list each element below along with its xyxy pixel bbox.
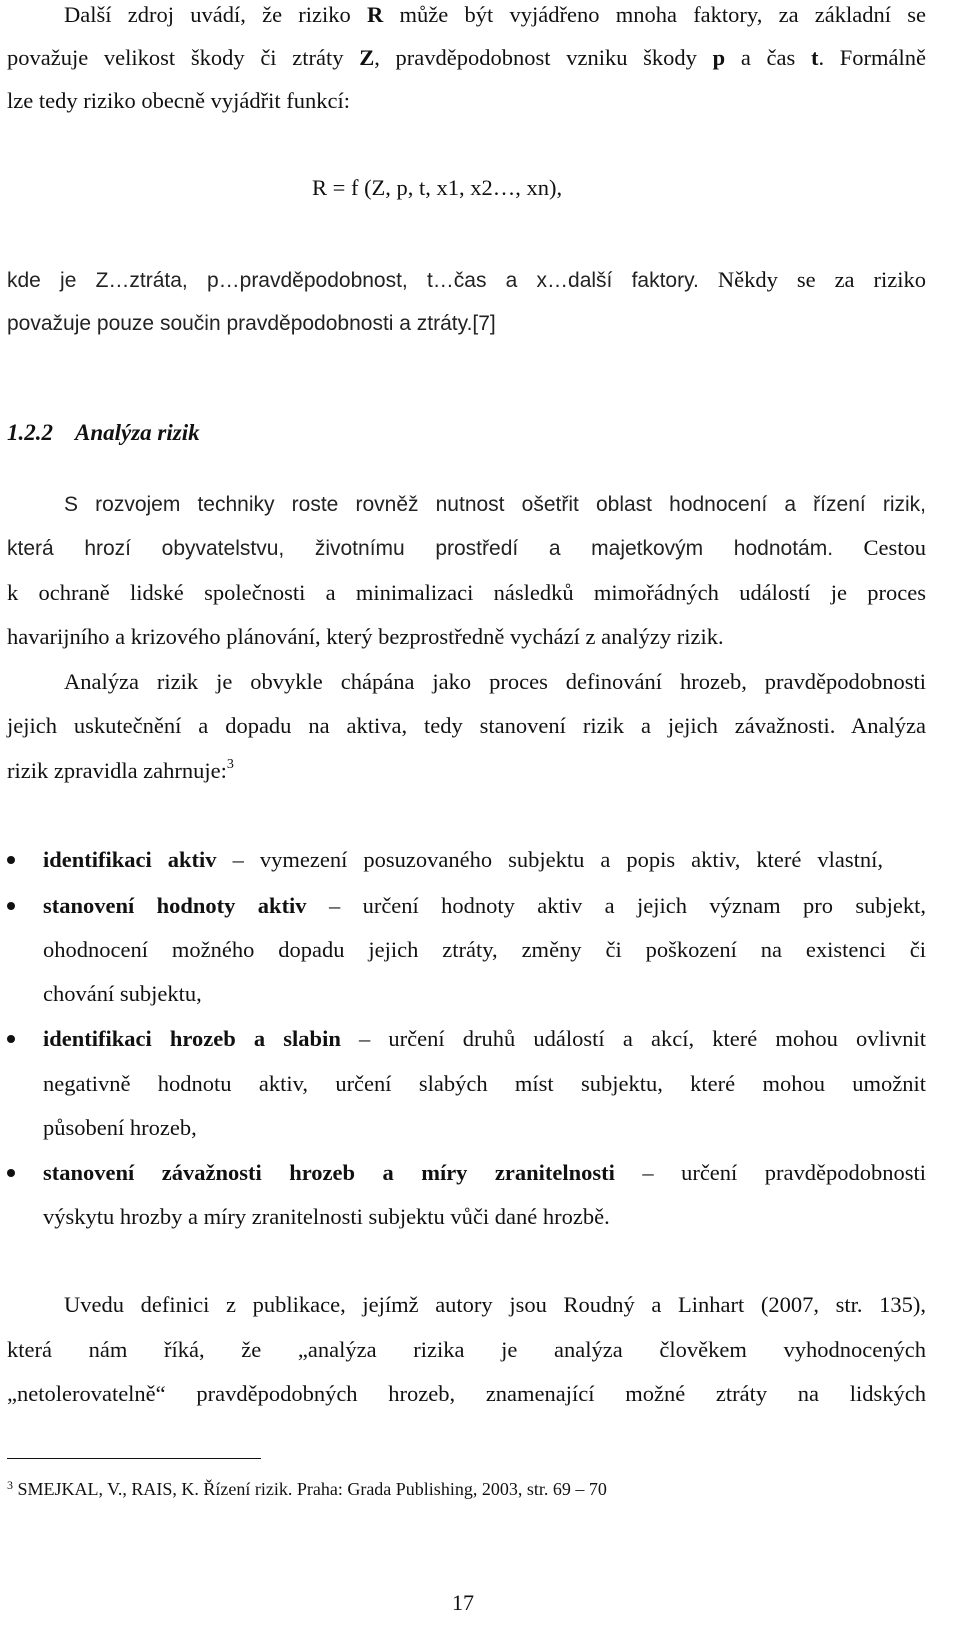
bullet-icon bbox=[7, 902, 15, 910]
bullet-4-line-1: stanovení závažnosti hrozeb a míry zranitelnosti – určení pravděpodobnosti bbox=[43, 1160, 926, 1185]
footnote-text: SMEJKAL, V., RAIS, K. Řízení rizik. Praha: Grada Publishing, 2003, str. 69 – 70 bbox=[13, 1479, 607, 1499]
bullet-icon bbox=[7, 856, 15, 864]
intro-line-3: lze tedy riziko obecně vyjádřit funkcí: bbox=[7, 88, 350, 113]
intro-line-1: Další zdroj uvádí, že riziko R může být vyjádřeno mnoha faktory, za základní se bbox=[64, 2, 926, 27]
section-heading bbox=[7, 418, 200, 448]
para1-line-2: která hrozí obyvatelstvu, životnímu prostředí a majetkovým hodnotám. Cestou bbox=[7, 535, 926, 560]
intro-line-2: považuje velikost škody či ztráty Z, pravděpodobnost vzniku škody p a čas t. Formálně bbox=[7, 45, 927, 70]
bullet-2-line-3: chování subjektu, bbox=[43, 981, 202, 1006]
footnote bbox=[7, 1476, 607, 1502]
page-number: 17 bbox=[452, 1590, 474, 1615]
bullet-icon bbox=[7, 1169, 15, 1177]
bullet-3-line-3: působení hrozeb, bbox=[43, 1115, 197, 1140]
bullet-2-line-2: ohodnocení možného dopadu jejich ztráty, změny či poškození na existenci či bbox=[43, 937, 926, 962]
para3-line-3: „netolerovatelně“ pravděpodobných hrozeb, znamenající možné ztráty na lidských bbox=[7, 1381, 926, 1406]
bullet-3-line-2: negativně hodnotu aktiv, určení slabých míst subjektu, které mohou umožnit bbox=[43, 1071, 926, 1096]
section-number: 1.2.2 bbox=[7, 420, 53, 445]
para1-line-1: S rozvojem techniky roste rovněž nutnost ošetřit oblast hodnocení a řízení rizik, bbox=[64, 493, 926, 516]
bullet-icon bbox=[7, 1035, 15, 1043]
risk-formula: R = f (Z, p, t, x1, x2…, xn), bbox=[312, 175, 563, 200]
formula-explanation-line-1: kde je Z…ztráta, p…pravděpodobnost, t…čas a x…další faktory. Někdy se za riziko bbox=[7, 267, 926, 292]
para1-line-3: k ochraně lidské společnosti a minimalizaci následků mimořádných událostí je proces bbox=[7, 580, 926, 605]
footnote-number: 3 bbox=[7, 1478, 13, 1492]
bullet-4-line-2: výskytu hrozby a míry zranitelnosti subjektu vůči dané hrozbě. bbox=[43, 1204, 610, 1229]
bullet-3-line-1: identifikaci hrozeb a slabin – určení druhů událostí a akcí, které mohou ovlivnit bbox=[43, 1026, 927, 1051]
para3-line-1: Uvedu definici z publikace, jejímž autory jsou Roudný a Linhart (2007, str. 135), bbox=[64, 1292, 926, 1317]
section-title: Analýza rizik bbox=[75, 420, 200, 445]
para1-line-4: havarijního a krizového plánování, který bezprostředně vychází z analýzy rizik. bbox=[7, 624, 724, 649]
para2-line-1: Analýza rizik je obvykle chápána jako proces definování hrozeb, pravděpodobnosti bbox=[64, 669, 926, 694]
para2-line-2: jejich uskutečnění a dopadu na aktiva, tedy stanovení rizik a jejich závažnosti. Analýza bbox=[7, 713, 926, 738]
bullet-1-line-1: identifikaci aktiv – vymezení posuzovaného subjektu a popis aktiv, které vlastní, bbox=[43, 847, 883, 872]
para2-line-3: rizik zpravidla zahrnuje:$^3$ bbox=[7, 757, 234, 783]
formula-explanation-line-2: považuje pouze součin pravděpodobnosti a ztráty.[7] bbox=[7, 312, 496, 335]
footnote-separator bbox=[7, 1458, 261, 1459]
footnote-reference: 3 bbox=[226, 757, 234, 772]
bullet-2-line-1: stanovení hodnoty aktiv – určení hodnoty aktiv a jejich význam pro subjekt, bbox=[43, 893, 926, 918]
para3-line-2: která nám říká, že „analýza rizika je analýza člověkem vyhodnocených bbox=[7, 1337, 926, 1362]
